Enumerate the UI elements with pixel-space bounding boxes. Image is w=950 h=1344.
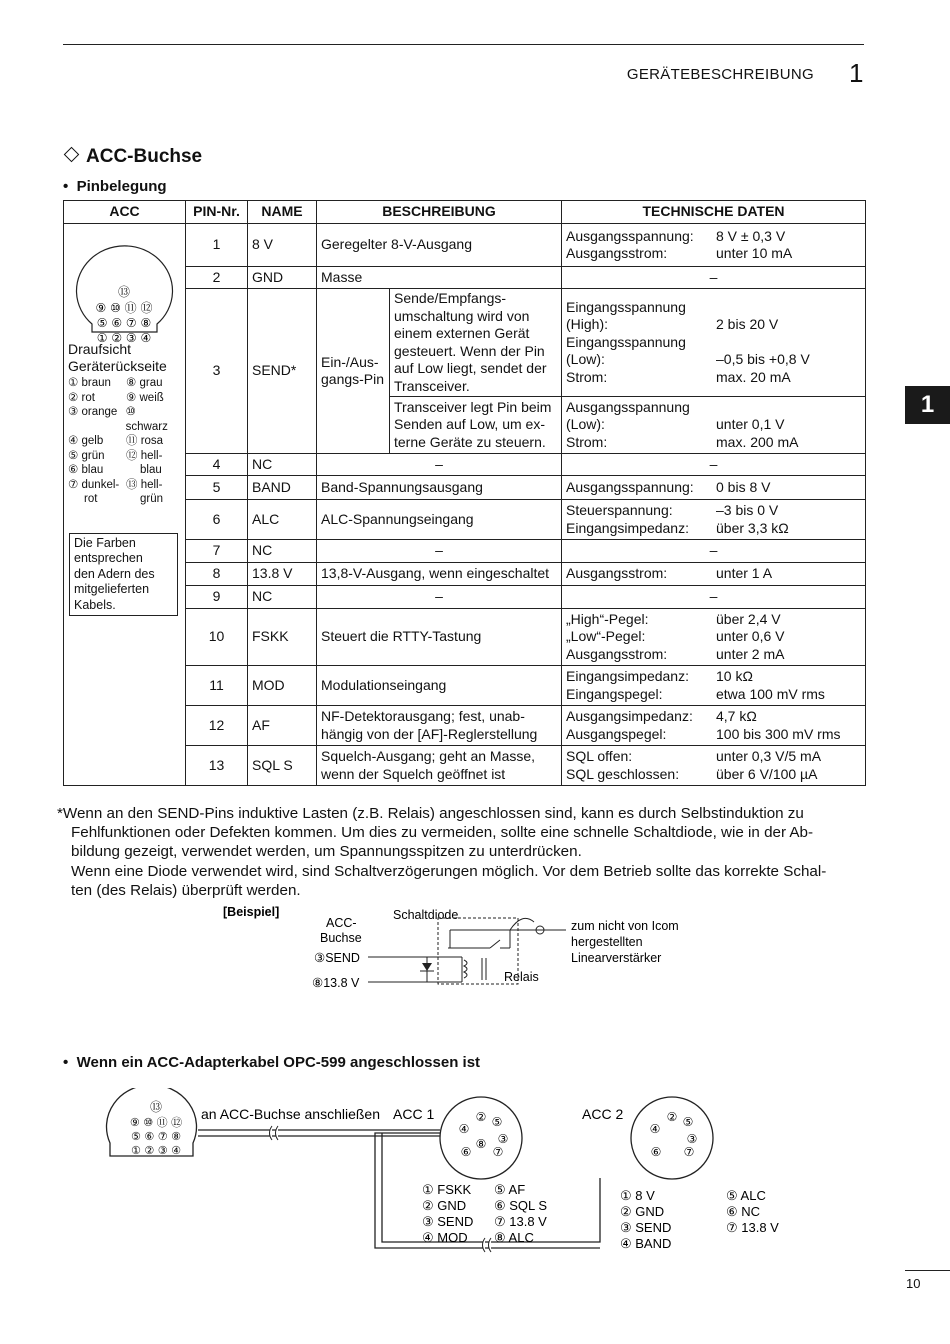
pin-table: [63, 200, 866, 786]
desc-group-cell: Ein-/Aus-gangs-Pin: [317, 289, 390, 454]
acc1-pin-list: [422, 1182, 547, 1245]
note-line: Die Farben: [74, 535, 136, 550]
acc-jack-label: ACC-: [326, 916, 357, 930]
din7-pin: ②: [666, 1110, 678, 1124]
pin-item: ⑤ ALC: [726, 1188, 766, 1203]
pin-item: ③ SEND: [422, 1214, 474, 1229]
desc-cell: Band-Spannungsausgang: [317, 476, 562, 500]
relay-example-diagram: [200, 900, 700, 1000]
tech-cell: –: [562, 586, 866, 609]
tech-cell: [562, 563, 866, 586]
connect-label: an ACC-Buchse anschließen: [201, 1106, 380, 1122]
color-note-box: [69, 533, 178, 617]
pin-item: ② GND: [620, 1204, 665, 1219]
tech-cell: –: [562, 454, 866, 476]
ext-label: hergestellten: [571, 935, 643, 949]
v138-pin-label: ⑧13.8 V: [312, 976, 360, 990]
acc2-pin-list: [620, 1188, 779, 1251]
desc-cell: Steuert die RTTY-Tastung: [317, 609, 562, 666]
pin-item: ⑥ NC: [726, 1204, 761, 1219]
pin-cell: 12: [186, 706, 248, 746]
connector-pin-row: ⑨ ⑩ ⑪ ⑫: [129, 1116, 183, 1129]
legend-item: blau: [140, 464, 162, 476]
desc-cell: Masse: [317, 267, 562, 289]
din8-pin: ⑦: [492, 1145, 504, 1159]
pin-item: ⑦ 13.8 V: [726, 1220, 779, 1235]
connector-pin-row: ⑨ ⑩ ⑪ ⑫: [95, 301, 153, 315]
pin-cell: 2: [186, 267, 248, 289]
desc-cell: –: [317, 454, 562, 476]
legend-item: ⑩ schwarz: [125, 406, 168, 433]
note-line: mitgelieferten: [74, 582, 150, 596]
desc-cell: –: [317, 540, 562, 563]
tech-cell: [562, 289, 866, 397]
name-cell: GND: [248, 267, 317, 289]
din7-pin: ⑤: [682, 1115, 694, 1129]
tech-key: (Low):: [566, 416, 605, 433]
legend-item: ⑪ rosa: [126, 435, 164, 447]
tech-key: „Low“-Pegel:: [566, 628, 646, 645]
tech-key: Eingangsspannung: [566, 298, 686, 315]
footnote-line: Wenn eine Diode verwendet wird, sind Schaltverzögerungen möglich. Vor dem Betrieb sollte das korrekte Schal-: [71, 862, 827, 880]
pin-item: ⑥ SQL S: [494, 1198, 548, 1213]
tech-cell: [562, 666, 866, 706]
legend-item: ⑨ weiß: [126, 391, 164, 404]
page-number-rule: [905, 1270, 950, 1271]
desc-cell: ALC-Spannungseingang: [317, 500, 562, 540]
name-cell: 13.8 V: [248, 563, 317, 586]
page-number: 10: [906, 1276, 921, 1291]
connector-pin-row: ① ② ③ ④: [96, 331, 152, 344]
pin-cell: 7: [186, 540, 248, 563]
pin-cell: 3: [186, 289, 248, 454]
name-cell: MOD: [248, 666, 317, 706]
connector-pin-row: ⑤ ⑥ ⑦ ⑧: [131, 1130, 181, 1143]
name-cell: NC: [248, 454, 317, 476]
view-label: Geräterückseite: [68, 358, 167, 374]
col-header: NAME: [248, 201, 317, 224]
tech-value: 100 bis 300 mV rms: [716, 725, 841, 742]
adapter-cable-diagram: [100, 1088, 820, 1278]
section-title: ACC-Buchse: [86, 146, 203, 167]
tech-key: SQL offen:: [566, 748, 633, 764]
tech-cell: [562, 224, 866, 267]
table-row: [64, 224, 866, 267]
running-header-title: GERÄTEBESCHREIBUNG: [626, 66, 814, 83]
legend-item: ⑬ hell-: [126, 478, 163, 491]
pin-item: ① FSKK: [422, 1182, 472, 1197]
desc-cell: Modulationseingang: [317, 666, 562, 706]
legend-item: ⑦ dunkel-: [68, 478, 120, 491]
chapter-tab: 1: [905, 386, 950, 424]
legend-item: ⑥ blau: [68, 464, 104, 476]
ext-label: Linearverstärker: [571, 951, 662, 965]
tech-value: 4,7 kΩ: [716, 708, 757, 724]
tech-value: unter 2 mA: [716, 645, 785, 662]
tech-value: max. 20 mA: [716, 368, 791, 385]
tech-value: –3 bis 0 V: [716, 502, 779, 518]
legend-item: rot: [84, 493, 98, 505]
legend-item: grün: [140, 493, 164, 505]
wire-color-legend: [64, 375, 185, 507]
tech-value: 2 bis 20 V: [716, 316, 779, 333]
name-cell: BAND: [248, 476, 317, 500]
relay-label: Relais: [504, 970, 539, 984]
tech-value: 8 V ± 0,3 V: [716, 227, 786, 244]
pin-cell: 4: [186, 454, 248, 476]
tech-cell: [562, 746, 866, 786]
pin-cell: 5: [186, 476, 248, 500]
legend-item: ② rot: [68, 391, 95, 404]
acc-connector-cell: [64, 224, 186, 786]
tech-cell: [562, 476, 866, 500]
tech-value: unter 0,3 V/5 mA: [716, 748, 822, 764]
footnote-line: *Wenn an den SEND-Pins induktive Lasten (z.B. Relais) angeschlossen sind, kann es durch Selbstinduktion zu: [57, 805, 804, 822]
tech-key: Ausgangsspannung: [566, 398, 690, 415]
tech-value: über 3,3 kΩ: [716, 519, 789, 536]
din8-pin: ⑥: [460, 1145, 472, 1159]
desc-cell: Squelch-Ausgang; geht an Masse, wenn der Squelch geöffnet ist: [317, 746, 562, 786]
acc-jack-label: Buchse: [320, 931, 362, 945]
tech-value: –0,5 bis +0,8 V: [716, 351, 810, 368]
legend-item: ⑤ grün: [68, 449, 105, 462]
tech-key: Ausgangsstrom:: [566, 245, 668, 261]
table-header-row: [64, 201, 866, 224]
diamond-icon: [64, 147, 80, 163]
name-cell: AF: [248, 706, 317, 746]
col-header: BESCHREIBUNG: [317, 201, 562, 224]
tech-cell: [562, 397, 866, 454]
tech-key: Eingangsimpedanz:: [566, 668, 689, 684]
pin-cell: 11: [186, 666, 248, 706]
tech-key: Ausgangsimpedanz:: [566, 708, 693, 724]
connector-pin-top: ⑬: [117, 285, 131, 299]
name-cell: SQL S: [248, 746, 317, 786]
tech-key: Eingangspegel:: [566, 685, 663, 702]
footnote-line: bildung gezeigt, verwendet werden, um Spannungsspitzen zu unterdrücken.: [71, 843, 582, 861]
din8-pin: ⑧: [475, 1137, 487, 1151]
name-cell: FSKK: [248, 609, 317, 666]
desc-cell: Geregelter 8-V-Ausgang: [317, 224, 562, 267]
tech-value: unter 1 A: [716, 565, 773, 582]
footnote-line: Fehlfunktionen oder Defekten kommen. Um dies zu vermeiden, sollte eine schnelle Schaltdiode, wie in der Ab-: [71, 824, 814, 842]
subheading-adapter: • Wenn ein ACC-Adapterkabel OPC-599 angeschlossen ist: [63, 1054, 481, 1071]
pin-cell: 10: [186, 609, 248, 666]
tech-key: Ausgangsstrom:: [566, 565, 668, 582]
pin-item: ⑧ ALC: [494, 1230, 534, 1245]
tech-value: unter 10 mA: [716, 245, 793, 261]
legend-item: ① braun: [68, 377, 111, 389]
tech-value: unter 0,1 V: [716, 416, 785, 433]
tech-key: Steuerspannung:: [566, 502, 673, 518]
subheading-adapter-text: Wenn ein ACC-Adapterkabel OPC-599 angeschlossen ist: [76, 1054, 481, 1071]
din7-pin: ⑦: [683, 1145, 695, 1159]
connector-pin-row: ① ② ③ ④: [131, 1144, 181, 1157]
din7-pin: ③: [686, 1132, 698, 1146]
tech-key: Eingangsimpedanz:: [566, 519, 689, 536]
ext-label: zum nicht von Icom: [571, 919, 679, 933]
send-pin-label: ③SEND: [314, 951, 360, 965]
tech-key: Ausgangsspannung:: [566, 478, 694, 495]
pin-item: ④ BAND: [620, 1236, 672, 1251]
tech-value: 10 kΩ: [716, 668, 753, 684]
pin-cell: 13: [186, 746, 248, 786]
din7-pin: ⑥: [650, 1145, 662, 1159]
pin-item: ⑦ 13.8 V: [494, 1214, 547, 1229]
desc-cell: 13,8-V-Ausgang, wenn eingeschaltet: [317, 563, 562, 586]
pin-cell: 1: [186, 224, 248, 267]
desc-cell: Transceiver legt Pin beim Senden auf Low, um ex-terne Geräte zu steuern.: [390, 397, 562, 454]
acc-connector-diagram: [64, 224, 185, 344]
section-heading: [63, 146, 202, 168]
tech-key: Strom:: [566, 368, 608, 385]
pin-item: ① 8 V: [620, 1188, 655, 1203]
name-cell: NC: [248, 586, 317, 609]
tech-value: über 6 V/100 µA: [716, 765, 818, 782]
footnote-line: ten (des Relais) überprüft werden.: [71, 881, 301, 899]
diode-label: Schaltdiode: [393, 908, 459, 922]
footnote: [57, 804, 865, 900]
din8-pin: ④: [458, 1122, 470, 1136]
col-header: ACC: [64, 201, 186, 224]
tech-cell: [562, 500, 866, 540]
name-cell: ALC: [248, 500, 317, 540]
tech-key: Strom:: [566, 433, 608, 450]
pin-item: ⑤ AF: [494, 1182, 526, 1197]
col-header: PIN-Nr.: [186, 201, 248, 224]
acc1-label: ACC 1: [393, 1106, 435, 1122]
din8-pin: ⑤: [491, 1115, 503, 1129]
pin-item: ③ SEND: [620, 1220, 672, 1235]
acc2-label: ACC 2: [582, 1106, 624, 1122]
col-header: TECHNISCHE DATEN: [562, 201, 866, 224]
tech-value: 0 bis 8 V: [716, 478, 771, 495]
legend-item: ④ gelb: [68, 435, 104, 447]
note-line: Kabels.: [74, 597, 116, 612]
pin-item: ② GND: [422, 1198, 467, 1213]
tech-value: unter 0,6 V: [716, 628, 785, 645]
tech-value: über 2,4 V: [716, 610, 781, 627]
legend-item: ⑧ grau: [126, 377, 163, 389]
note-line: den Adern des: [74, 566, 155, 581]
tech-cell: [562, 706, 866, 746]
pin-cell: 9: [186, 586, 248, 609]
name-cell: NC: [248, 540, 317, 563]
din8-pin: ③: [497, 1132, 509, 1146]
tech-value: max. 200 mA: [716, 433, 799, 450]
legend-item: ③ orange: [68, 406, 118, 418]
top-rule: [63, 44, 864, 45]
tech-key: Ausgangsstrom:: [566, 645, 668, 662]
name-cell: SEND*: [248, 289, 317, 454]
desc-cell: NF-Detektorausgang; fest, unab-hängig von der [AF]-Reglerstellung: [317, 706, 562, 746]
tech-key: SQL geschlossen:: [566, 765, 680, 782]
pin-cell: 8: [186, 563, 248, 586]
pin-item: ④ MOD: [422, 1230, 468, 1245]
pin-cell: 6: [186, 500, 248, 540]
din8-pin: ②: [475, 1110, 487, 1124]
tech-cell: –: [562, 267, 866, 289]
tech-key: (High):: [566, 316, 609, 333]
desc-cell: Sende/Empfangs-umschaltung wird von einem externen Gerät gesteuert. Wenn der Pin auf Low liegt, sendet der Transceiver.: [390, 289, 562, 397]
example-label: [Beispiel]: [223, 905, 280, 919]
tech-key: (Low):: [566, 351, 605, 368]
tech-key: „High“-Pegel:: [566, 610, 649, 627]
view-label: Draufsicht: [68, 341, 132, 357]
tech-key: Eingangsspannung: [566, 333, 686, 350]
note-line: entsprechen: [74, 551, 143, 565]
connector-pin-row: ⑤ ⑥ ⑦ ⑧: [96, 316, 152, 330]
subheading-pinout: • Pinbelegung: [63, 178, 167, 195]
tech-value: etwa 100 mV rms: [716, 685, 825, 702]
tech-key: Ausgangsspannung:: [566, 227, 694, 244]
subheading-pinout-text: Pinbelegung: [76, 178, 167, 195]
tech-cell: [562, 609, 866, 666]
tech-key: Ausgangspegel:: [566, 725, 667, 742]
din7-pin: ④: [649, 1122, 661, 1136]
connector-pin-top: ⑬: [149, 1100, 163, 1114]
desc-cell: –: [317, 586, 562, 609]
name-cell: 8 V: [248, 224, 317, 267]
chapter-number: 1: [849, 58, 864, 88]
legend-item: ⑫ hell-: [126, 449, 163, 462]
tech-cell: –: [562, 540, 866, 563]
